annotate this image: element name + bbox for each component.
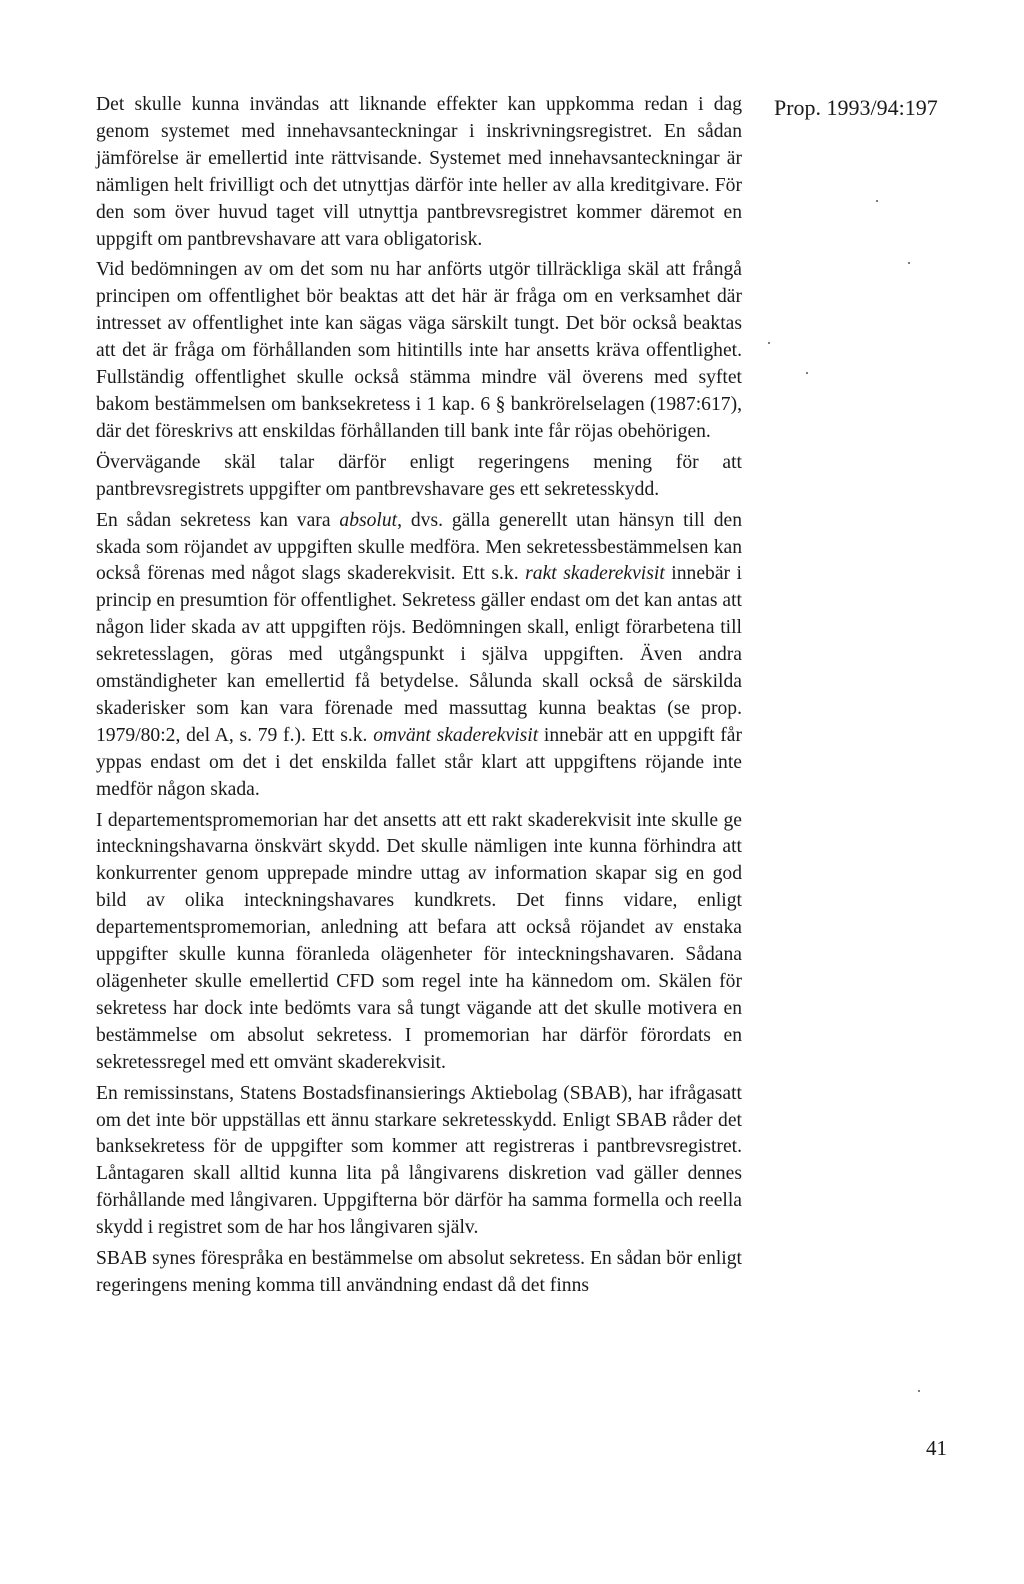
italic-term-rakt-skaderekvisit: rakt skaderekvisit (525, 563, 665, 585)
scan-speck (908, 262, 910, 264)
page-number: 41 (926, 1436, 947, 1460)
paragraph-3 (96, 450, 742, 504)
paragraph-7 (96, 1246, 742, 1300)
italic-term-absolut: absolut (339, 509, 398, 531)
paragraph-5 (96, 808, 742, 1077)
paragraph-text: , dvs. gälla generellt utan hänsyn till den skada som röjandet av uppgiften skulle medföra. Men sekretessbestämmelsen kan också förenas med något slags skaderekvisit. Ett s.k. (96, 509, 743, 585)
scan-speck (876, 200, 878, 202)
paragraph-text: I departementspromemorian har det ansetts att ett rakt skaderekvisit inte skulle ge inteckningshavarna önskvärt skydd. Det skulle nämligen inte kunna förhindra att konkurrenter genom upprepade mindre uttag av information skapar sig en god bild av olika inteckningshavares kundkrets. Det finns vidare, enligt departementspromemorian, anledning att befara att också röjandet av enstaka uppgifter skulle kunna föranleda olägenheter för inteckningshavaren. Sådana olägenheter skulle emellertid CFD som regel inte ha kännedom om. Skälen för sekretess har dock inte bedömts vara så tungt vägande att det skulle motivera en bestämmelse om absolut sekretess. I promemorian har därför förordats en sekretessregel med ett omvänt skaderekvisit. (96, 809, 742, 1073)
paragraph-text: SBAB synes förespråka en bestämmelse om absolut sekretess. En sådan bör enligt regeringens mening komma till användning endast då det finns (96, 1248, 742, 1296)
paragraph-text: En sådan sekretess kan vara (96, 509, 340, 531)
italic-term-omvant-skaderekvisit: omvänt skaderekvisit (373, 724, 539, 746)
paragraph-text: En remissinstans, Statens Bostadsfinansierings Aktiebolag (SBAB), har ifrågasatt om det inte bör uppställas ett ännu starkare sekretesskydd. Enligt SBAB råder det banksekretess för de uppgifter som kommer att registreras i pantbrevsregistret. Låntagaren skall alltid kunna lita på långivarens diskretion vad gäller dennes förhållande med långivaren. Uppgifterna bör därför ha samma formella och reella skydd i registret som de har hos långivaren själv. (96, 1082, 742, 1239)
body-text (96, 92, 742, 1300)
paragraph-text: innebär i princip en presumtion för offentlighet. Sekretess gäller endast om det kan antas att någon lider skada av att uppgiften röjs. Bedömningen skall, enligt förarbetena till sekretesslagen, göras med utgångspunkt i själva uppgiften. Även andra omständigheter kan emellertid få betydelse. Sålunda skall också de särskilda skaderisker som kan vara förenade med massuttag kunna beaktas (se prop. 1979/80:2, del A, s. 79 f.). Ett s.k. (96, 563, 742, 746)
scan-speck (806, 372, 808, 374)
scan-speck (768, 342, 770, 344)
paragraph-text: Övervägande skäl talar därför enligt regeringens mening för att pantbrevsregistrets uppgifter om pantbrevshavare ges ett sekretesskydd. (96, 451, 742, 500)
paragraph-text: innebär att en uppgift får yppas endast om det i det enskilda fallet står klart att uppgiftens röjande inte medför någon skada. (96, 724, 743, 800)
proposition-reference: Prop. 1993/94:197 (774, 95, 938, 120)
paragraph-4 (96, 508, 742, 804)
paragraph-text: Vid bedömningen av om det som nu har anförts utgör tillräckliga skäl att frångå principen om offentlighet bör beaktas att det här är fråga om en verksamhet där intresset av offentlighet inte kan sägas väga särskilt tungt. Det bör också beaktas att det är fråga om förhållanden som hitintills inte har ansetts kräva offentlighet. Fullständig offentlighet skulle också stämma mindre väl överens med syftet bakom bestämmelsen om banksekretess i 1 kap. 6 § bankrörelselagen (1987:617), där det föreskrivs att enskildas förhållanden till bank inte får röjas obehörigen. (96, 259, 742, 442)
scan-speck (918, 1390, 920, 1392)
paragraph-text: Det skulle kunna invändas att liknande effekter kan uppkomma redan i dag genom systemet med innehavsanteckningar i inskrivningsregistret. En sådan jämförelse är emellertid inte rättvisande. Systemet med innehavsanteckningar är nämligen helt frivilligt och det utnyttjas därför inte heller av alla kreditgivare. För den som över huvud taget vill utnyttja pantbrevsregistret kommer däremot en uppgift om pantbrevshavare att vara obligatorisk. (96, 94, 742, 250)
paragraph-6 (96, 1081, 742, 1242)
paragraph-1 (96, 92, 742, 253)
paragraph-2 (96, 257, 742, 445)
